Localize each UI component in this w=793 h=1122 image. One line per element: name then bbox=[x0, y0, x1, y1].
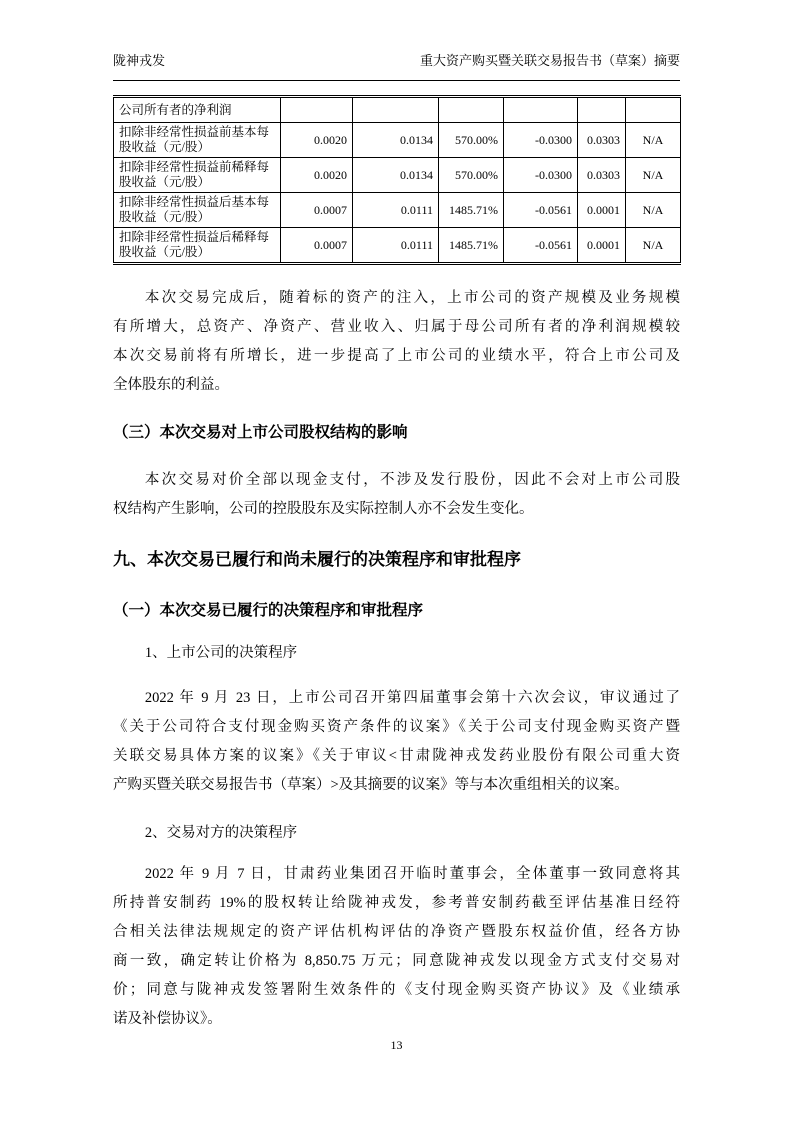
value-cell bbox=[504, 97, 578, 123]
body-paragraph-transaction-effect bbox=[113, 284, 680, 400]
text-line: 合相关法律法规规定的资产评估机构评估的净资产暨股东权益价值，经各方协 bbox=[113, 924, 680, 940]
text-line: 诺及补偿协议》。 bbox=[113, 1011, 222, 1027]
value-cell: 0.0020 bbox=[281, 123, 353, 158]
table-row bbox=[114, 97, 681, 123]
table-row bbox=[114, 123, 681, 158]
row-label-cell: 扣除非经常性损益前稀释每股收益（元/股） bbox=[114, 158, 281, 193]
value-cell bbox=[578, 97, 626, 123]
text-line: 本次交易前将有所增长，进一步提高了上市公司的业绩水平，符合上市公司及 bbox=[113, 348, 680, 364]
text-line: 权结构产生影响，公司的控股股东及实际控制人亦不会发生变化。 bbox=[113, 501, 534, 517]
value-cell: 0.0303 bbox=[578, 123, 626, 158]
running-header bbox=[113, 52, 680, 81]
value-cell bbox=[353, 97, 439, 123]
numbered-item-2: 2、交易对方的决策程序 bbox=[144, 825, 298, 841]
value-cell: 0.0111 bbox=[353, 228, 439, 264]
row-label-cell: 扣除非经常性损益后稀释每股收益（元/股） bbox=[114, 228, 281, 264]
row-label-cell: 扣除非经常性损益前基本每股收益（元/股） bbox=[114, 123, 281, 158]
body-paragraph-board-resolution bbox=[113, 684, 680, 800]
text-line: 本次交易完成后，随着标的资产的注入，上市公司的资产规模及业务规模 bbox=[144, 290, 680, 306]
text-line: 《关于公司符合支付现金购买资产条件的议案》《关于公司支付现金购买资产暨 bbox=[113, 719, 680, 735]
text-line: 关联交易具体方案的议案》《关于审议<甘肃陇神戎发药业股份有限公司重大资 bbox=[113, 748, 680, 764]
value-cell: 0.0111 bbox=[353, 193, 439, 228]
body-paragraph-counterparty-resolution bbox=[113, 860, 680, 1034]
text-line: 本次交易对价全部以现金支付，不涉及发行股份，因此不会对上市公司股 bbox=[144, 472, 680, 488]
table-row bbox=[114, 228, 681, 264]
value-cell: 0.0134 bbox=[353, 158, 439, 193]
chapter-heading-nine: 九、本次交易已履行和尚未履行的决策程序和审批程序 bbox=[113, 550, 521, 569]
table-row bbox=[114, 158, 681, 193]
document-title: 重大资产购买暨关联交易报告书（草案）摘要 bbox=[419, 53, 680, 68]
value-cell: N/A bbox=[626, 193, 681, 228]
value-cell bbox=[626, 97, 681, 123]
text-line: 有所增大，总资产、净资产、营业收入、归属于母公司所有者的净利润规模较 bbox=[113, 319, 680, 335]
value-cell: N/A bbox=[626, 158, 681, 193]
section-heading-three: （三）本次交易对上市公司股权结构的影响 bbox=[113, 424, 408, 441]
text-line: 全体股东的利益。 bbox=[113, 377, 229, 393]
value-cell: 570.00% bbox=[439, 123, 504, 158]
text-line: 2022 年 9 月 23 日，上市公司召开第四届董事会第十六次会议，审议通过了 bbox=[144, 690, 680, 706]
value-cell: -0.0561 bbox=[504, 228, 578, 264]
value-cell: 0.0001 bbox=[578, 228, 626, 264]
value-cell: 0.0020 bbox=[281, 158, 353, 193]
company-short-name: 陇神戎发 bbox=[113, 53, 166, 68]
table-row bbox=[114, 193, 681, 228]
row-label-cell: 扣除非经常性损益后基本每股收益（元/股） bbox=[114, 193, 281, 228]
text-line: 所持普安制药 19%的股权转让给陇神戎发，参考普安制药截至评估基准日经符 bbox=[113, 895, 680, 911]
value-cell: -0.0300 bbox=[504, 123, 578, 158]
value-cell: N/A bbox=[626, 228, 681, 264]
value-cell: 0.0303 bbox=[578, 158, 626, 193]
financial-indicators-table bbox=[113, 95, 681, 265]
value-cell: -0.0300 bbox=[504, 158, 578, 193]
value-cell: 570.00% bbox=[439, 158, 504, 193]
value-cell: 0.0001 bbox=[578, 193, 626, 228]
section-heading-one: （一）本次交易已履行的决策程序和审批程序 bbox=[113, 602, 424, 619]
numbered-item-1: 1、上市公司的决策程序 bbox=[144, 645, 298, 661]
value-cell: 0.0007 bbox=[281, 193, 353, 228]
text-line: 2022 年 9 月 7 日，甘肃药业集团召开临时董事会，全体董事一致同意将其 bbox=[144, 866, 680, 882]
page-number: 13 bbox=[390, 1038, 403, 1052]
value-cell: N/A bbox=[626, 123, 681, 158]
value-cell bbox=[281, 97, 353, 123]
value-cell: 0.0007 bbox=[281, 228, 353, 264]
value-cell: 1485.71% bbox=[439, 193, 504, 228]
value-cell: 1485.71% bbox=[439, 228, 504, 264]
value-cell: 0.0134 bbox=[353, 123, 439, 158]
value-cell: -0.0561 bbox=[504, 193, 578, 228]
row-label-cell: 公司所有者的净利润 bbox=[114, 97, 281, 123]
body-paragraph-equity-structure bbox=[113, 466, 680, 524]
text-line: 产购买暨关联交易报告书（草案）>及其摘要的议案》等与本次重组相关的议案。 bbox=[113, 777, 629, 793]
value-cell bbox=[439, 97, 504, 123]
text-line: 商一致，确定转让价格为 8,850.75 万元；同意陇神戎发以现金方式支付交易对 bbox=[113, 953, 680, 969]
text-line: 价；同意与陇神戎发签署附生效条件的《支付现金购买资产协议》及《业绩承 bbox=[113, 982, 680, 998]
